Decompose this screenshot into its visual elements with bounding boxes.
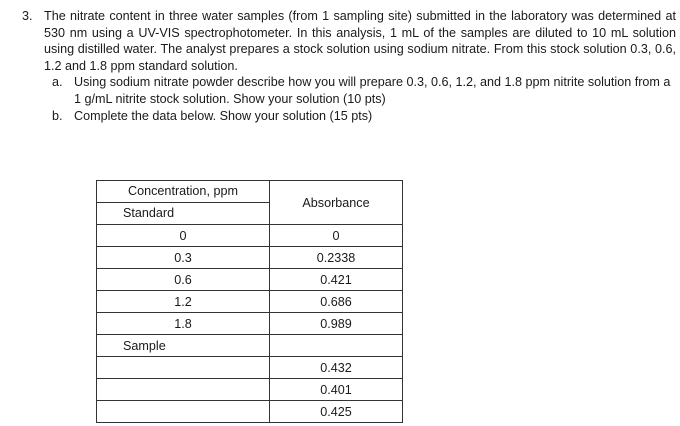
absorbance-cell: 0.2338 <box>270 247 403 269</box>
table-header-row <box>97 181 403 225</box>
concentration-cell: 0.3 <box>97 247 270 269</box>
concentration-header: Concentration, ppm <box>97 181 269 203</box>
absorbance-cell: 0.686 <box>270 291 403 313</box>
concentration-header-cell <box>97 181 270 225</box>
question-text: The nitrate content in three water samples (from 1 sampling site) submitted in the laboratory was determined at 530 nm using a UV-VIS spectrophotometer. In this analysis, 1 mL of the samples are diluted to 10 mL solution using distilled water. The analyst prepares a stock solution using sodium nitrate. From this stock solution 0.3, 0.6, 1.2 and 1.8 ppm standard solution. <box>44 9 676 73</box>
table-row <box>97 247 403 269</box>
part-a-text: Using sodium nitrate powder describe how you will prepare 0.3, 0.6, 1.2, and 1.8 ppm nitrite solution from a 1 g/mL nitrite stock solution. Show your solution (10 pts) <box>74 75 671 106</box>
data-table <box>96 180 403 423</box>
table-row <box>97 313 403 335</box>
sample-label-row <box>97 335 403 357</box>
sample-absorbance-cell: 0.401 <box>270 379 403 401</box>
absorbance-cell: 0.421 <box>270 269 403 291</box>
table-row <box>97 225 403 247</box>
sample-label: Sample <box>97 335 270 357</box>
question-3 <box>22 8 676 124</box>
sample-concentration-cell <box>97 357 270 379</box>
part-b <box>52 108 676 125</box>
concentration-cell: 1.8 <box>97 313 270 335</box>
absorbance-cell: 0 <box>270 225 403 247</box>
part-b-letter: b. <box>52 108 63 123</box>
table-row <box>97 401 403 423</box>
sample-concentration-cell <box>97 379 270 401</box>
sample-absorbance-cell: 0.425 <box>270 401 403 423</box>
concentration-cell: 0 <box>97 225 270 247</box>
table-row <box>97 357 403 379</box>
standard-header: Standard <box>123 206 175 220</box>
sample-concentration-cell <box>97 401 270 423</box>
empty-cell <box>270 335 403 357</box>
absorbance-header: Absorbance <box>270 181 403 225</box>
part-a <box>52 74 676 107</box>
sample-absorbance-cell: 0.432 <box>270 357 403 379</box>
part-b-text: Complete the data below. Show your solution (15 pts) <box>74 108 373 123</box>
table-row <box>97 291 403 313</box>
part-a-letter: a. <box>52 75 63 90</box>
concentration-cell: 0.6 <box>97 269 270 291</box>
table-row <box>97 379 403 401</box>
table-row <box>97 269 403 291</box>
question-number: 3. <box>22 9 33 23</box>
concentration-cell: 1.2 <box>97 291 270 313</box>
absorbance-cell: 0.989 <box>270 313 403 335</box>
